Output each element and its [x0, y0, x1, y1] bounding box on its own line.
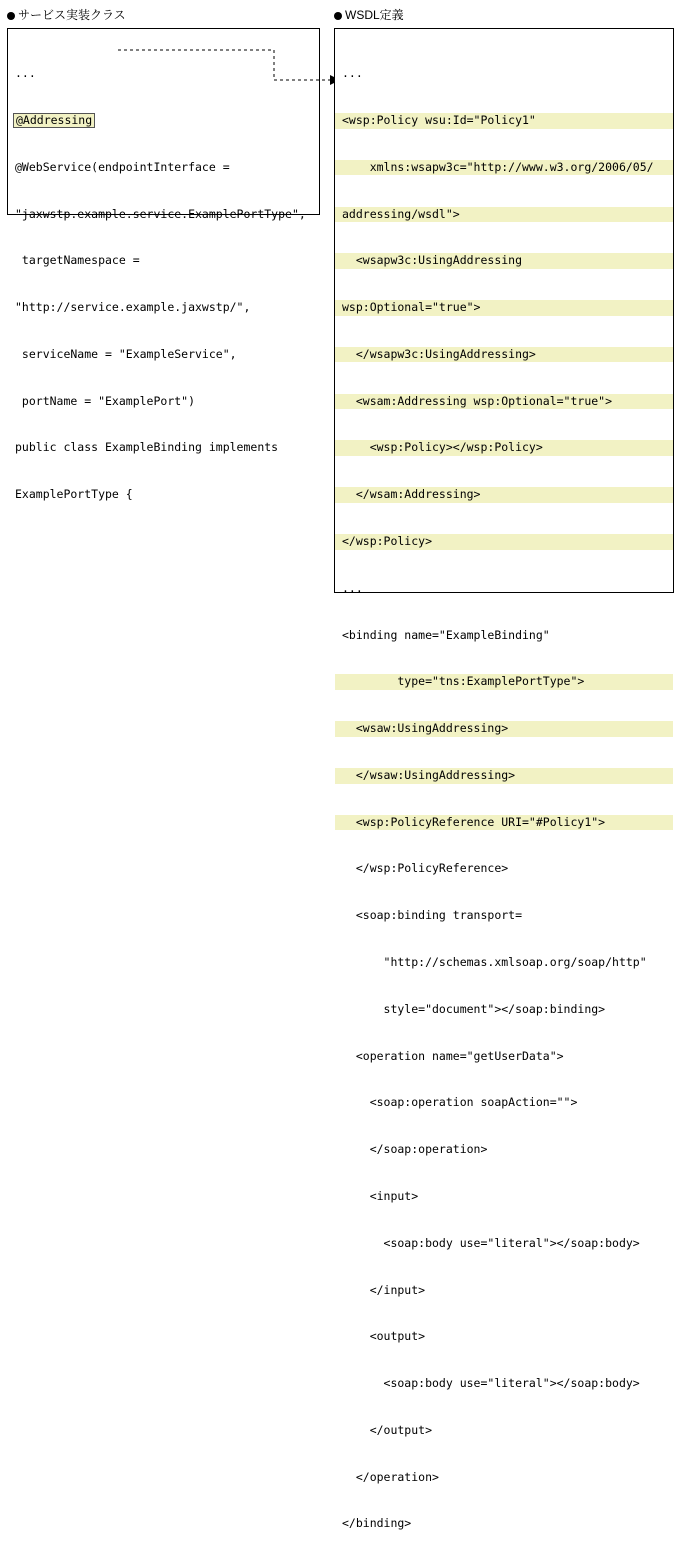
- code-line-highlighted: <wsaw:UsingAddressing>: [335, 721, 673, 737]
- code-line: <input>: [342, 1188, 419, 1203]
- code-line-highlighted: addressing/wsdl">: [335, 207, 673, 223]
- code-line: "http://schemas.xmlsoap.org/soap/http": [342, 955, 647, 970]
- code-line: </wsp:PolicyReference>: [342, 861, 509, 876]
- code-line: public class ExampleBinding implements: [15, 440, 279, 455]
- code-line-highlighted: [15, 113, 312, 129]
- code-line: style="document"></soap:binding>: [342, 1001, 606, 1016]
- code-line: ...: [342, 580, 363, 595]
- code-line: <binding name="ExampleBinding": [342, 627, 550, 642]
- code-line: "http://service.example.jaxwstp/",: [15, 300, 251, 315]
- code-line: ExamplePortType {: [15, 487, 133, 502]
- code-line: targetNamespace =: [15, 253, 140, 268]
- code-line: serviceName = "ExampleService",: [15, 346, 237, 361]
- code-line-highlighted: xmlns:wsapw3c="http://www.w3.org/2006/05/: [335, 160, 673, 176]
- left-panel-title: [7, 6, 126, 23]
- code-line: </input>: [342, 1282, 426, 1297]
- code-line: </operation>: [342, 1469, 439, 1484]
- code-line-highlighted: <wsp:PolicyReference URI="#Policy1">: [335, 815, 673, 831]
- code-line-highlighted: type="tns:ExamplePortType">: [335, 674, 673, 690]
- code-line-highlighted: </wsaw:UsingAddressing>: [335, 768, 673, 784]
- code-line-highlighted: <wsp:Policy wsu:Id="Policy1": [335, 113, 673, 129]
- left-panel-title-text: サービス実装クラス: [18, 8, 126, 22]
- code-line: <soap:body use="literal"></soap:body>: [342, 1376, 640, 1391]
- code-line-highlighted: <wsam:Addressing wsp:Optional="true">: [335, 394, 673, 410]
- service-implementation-class-code-box: [7, 28, 320, 502]
- addressing-annotation-highlight: @Addressing: [13, 113, 95, 128]
- code-line: portName = "ExamplePort"): [15, 393, 196, 408]
- bullet-icon: [334, 12, 342, 20]
- code-line-highlighted: </wsapw3c:UsingAddressing>: [335, 347, 673, 363]
- code-line: </output>: [342, 1422, 433, 1437]
- right-panel-title: [334, 6, 404, 23]
- code-line: </binding>: [342, 1516, 412, 1531]
- code-line-highlighted: </wsam:Addressing>: [335, 487, 673, 503]
- wsdl-definition-code-box: [334, 28, 674, 1531]
- bullet-icon: [7, 12, 15, 20]
- code-line: "jaxwstp.example.service.ExamplePortType",: [15, 206, 306, 221]
- code-line-highlighted: <wsapw3c:UsingAddressing: [335, 253, 673, 269]
- code-line: <soap:binding transport=: [342, 908, 523, 923]
- right-panel-title-text: WSDL定義: [345, 8, 404, 22]
- code-line: ...: [15, 66, 36, 81]
- code-line-highlighted: <wsp:Policy></wsp:Policy>: [335, 440, 673, 456]
- code-line: <soap:operation soapAction="">: [342, 1095, 578, 1110]
- code-line: </soap:operation>: [342, 1142, 488, 1157]
- code-line: ...: [342, 66, 363, 81]
- code-line: <operation name="getUserData">: [342, 1048, 564, 1063]
- code-line: <output>: [342, 1329, 426, 1344]
- code-line: @WebService(endpointInterface =: [15, 159, 230, 174]
- code-line-highlighted: wsp:Optional="true">: [335, 300, 673, 316]
- code-line-highlighted: </wsp:Policy>: [335, 534, 673, 550]
- code-line: <soap:body use="literal"></soap:body>: [342, 1235, 640, 1250]
